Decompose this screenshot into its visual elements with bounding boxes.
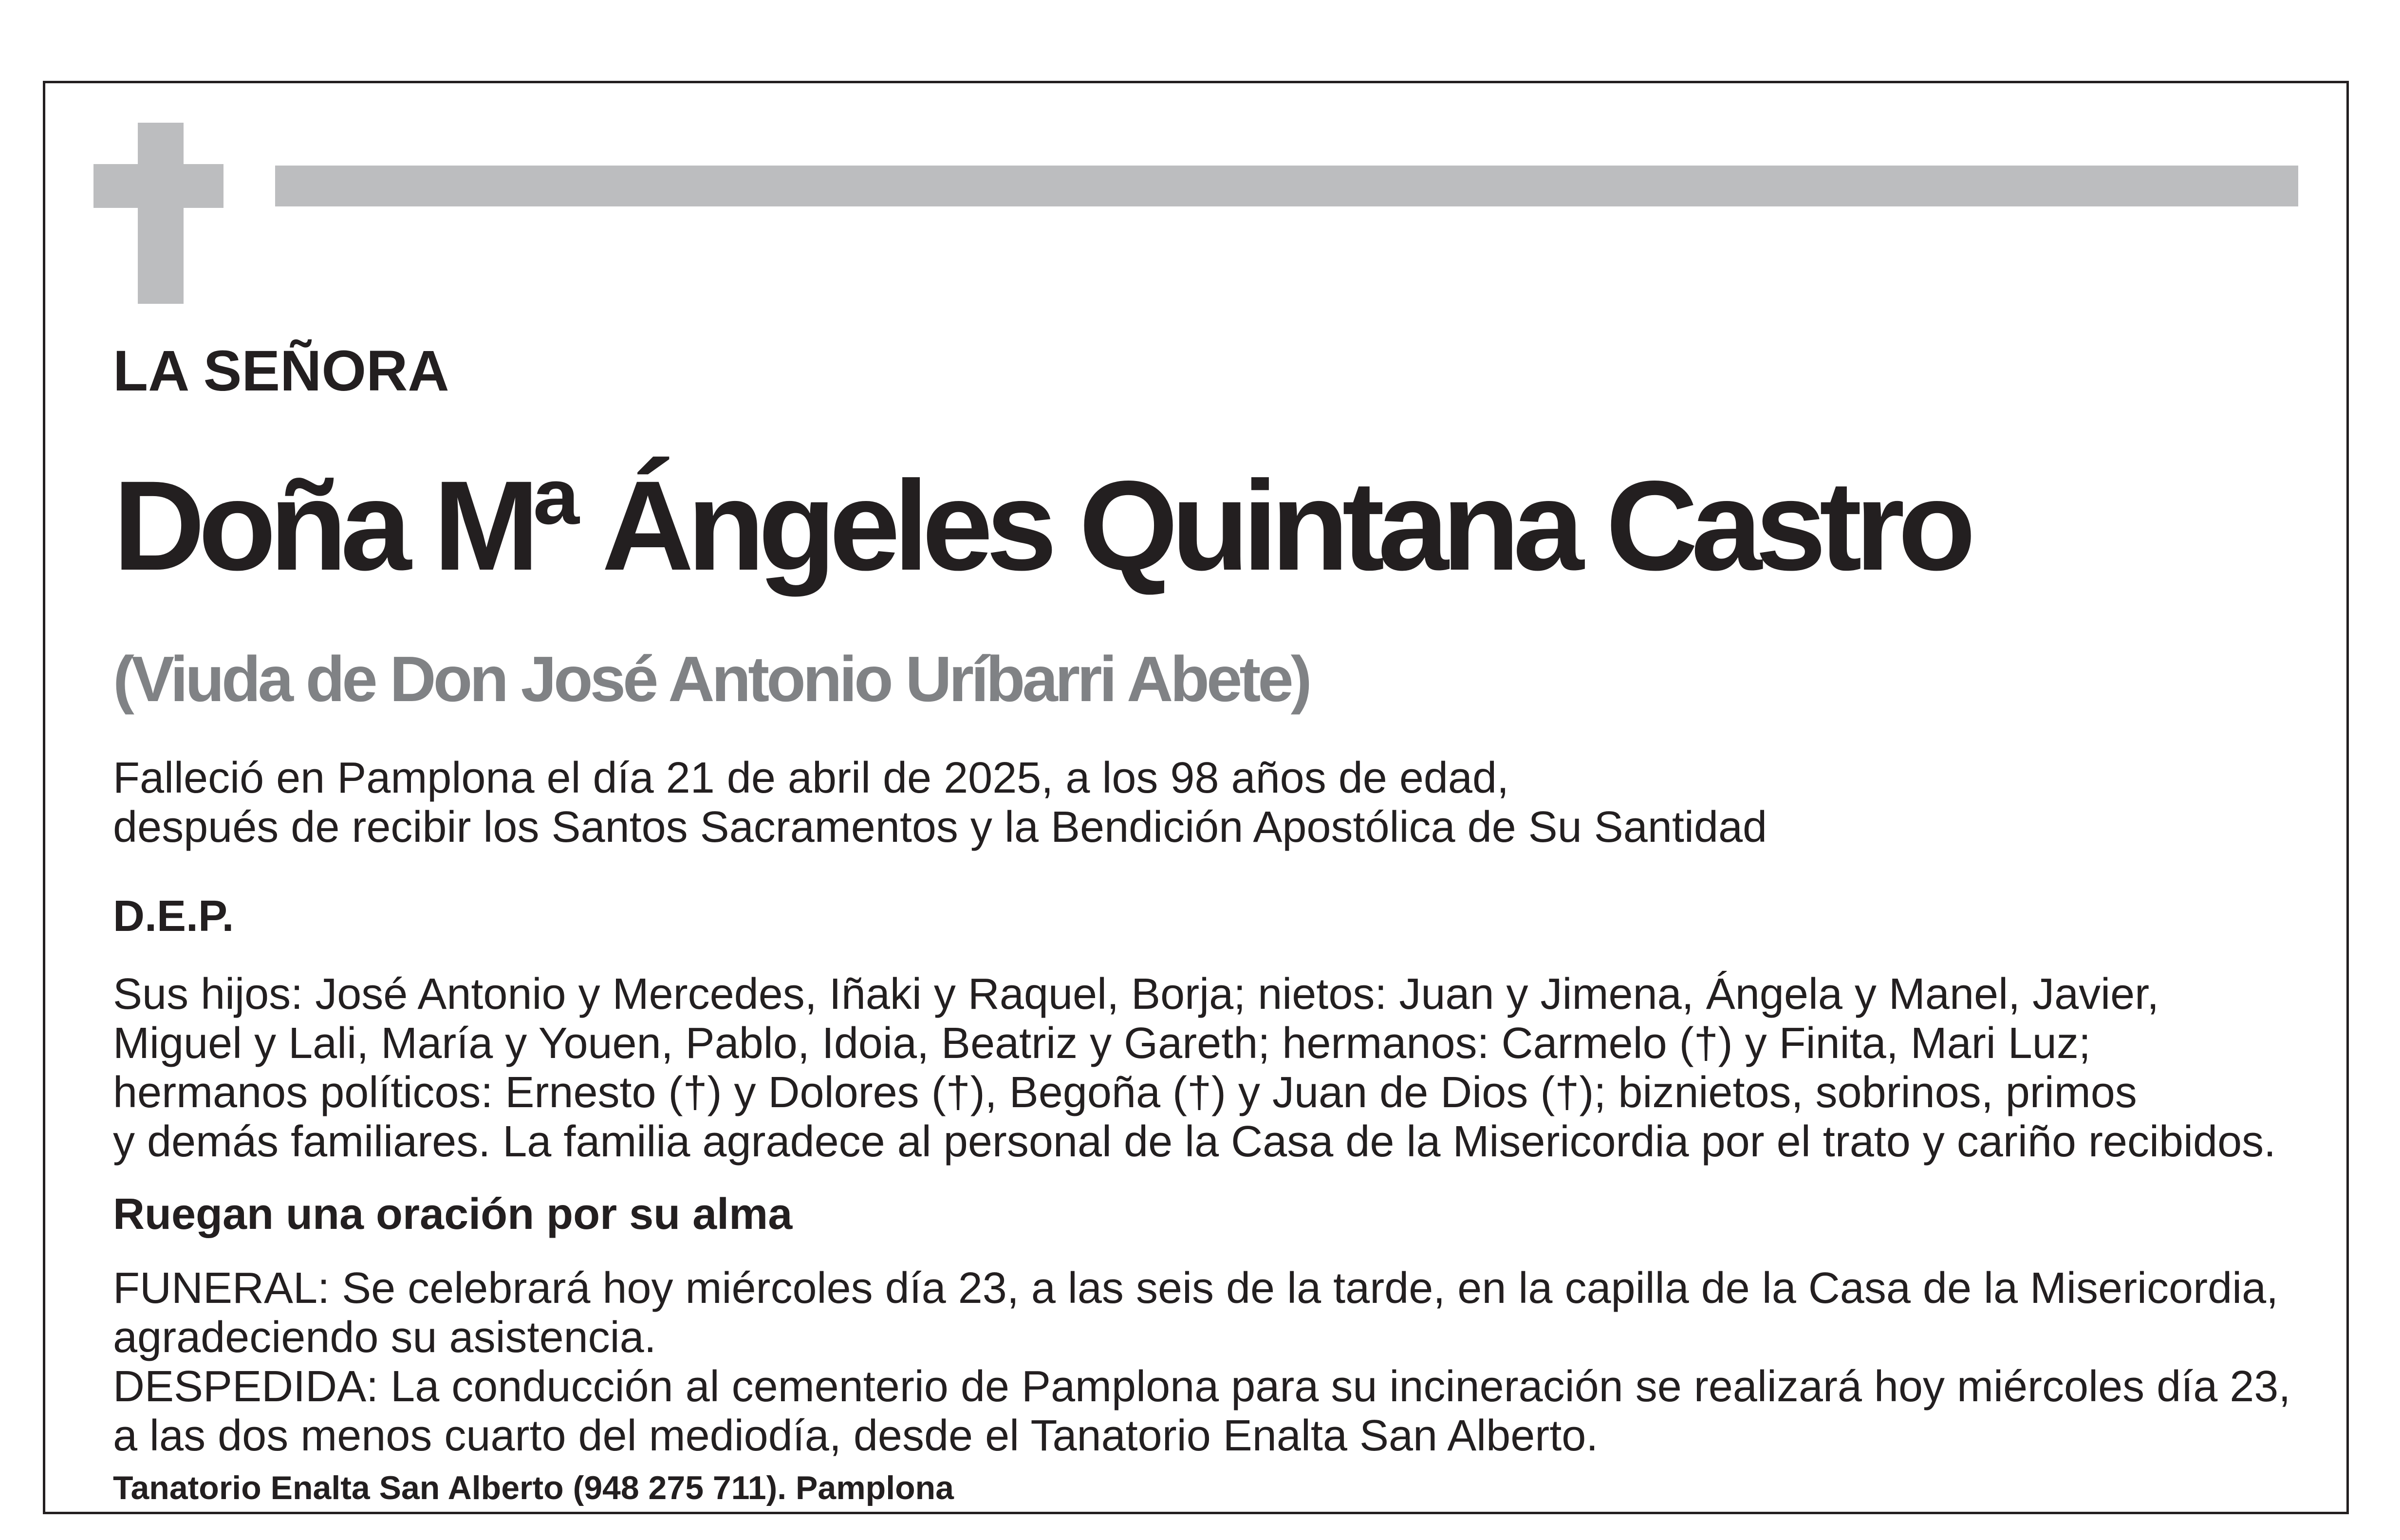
rip-label: D.E.P. [113,892,234,941]
death-notice-line: después de recibir los Santos Sacramentos y la Bendición Apostólica de Su Santidad [113,803,1767,852]
header-rule [275,166,2298,206]
deceased-name: Doña Mª Ángeles Quintana Castro [113,454,1969,597]
funeral-line: FUNERAL: Se celebrará hoy miércoles día 23, a las seis de la tarde, en la capilla de la Casa de la Misericordia, [113,1264,2279,1313]
death-notice-line: Falleció en Pamplona el día 21 de abril de 2025, a los 98 años de edad, [113,754,1509,802]
funeral-home-footer: Tanatorio Enalta San Alberto (948 275 711). Pamplona [113,1469,954,1506]
farewell-line: DESPEDIDA: La conducción al cementerio de Pamplona para su incineración se realizará hoy miércoles día 23, [113,1362,2291,1411]
widow-of-line: (Viuda de Don José Antonio Uríbarri Abete) [113,643,1309,715]
service-details [113,1264,2290,1461]
family-list [113,970,2276,1167]
cross-vertical-bar [138,123,184,304]
family-line: Sus hijos: José Antonio y Mercedes, Iñaki y Raquel, Borja; nietos: Juan y Jimena, Ángela y Manel, Javier, [113,970,2159,1019]
family-line: Miguel y Lali, María y Youen, Pablo, Idoia, Beatriz y Gareth; hermanos: Carmelo (†) y Finita, Mari Luz; [113,1019,2091,1068]
title-prefix: LA SEÑORA [113,339,449,403]
family-line: hermanos políticos: Ernesto (†) y Dolores (†), Begoña (†) y Juan de Dios (†); biznietos, sobrinos, primos [113,1068,2137,1117]
death-notice [113,754,1767,852]
family-line: y demás familiares. La familia agradece al personal de la Casa de la Misericordia por el trato y cariño recibidos. [113,1117,2276,1166]
funeral-line: agradeciendo su asistencia. [113,1313,656,1362]
cross-horizontal-bar [93,164,223,208]
prayer-request: Ruegan una oración por su alma [113,1190,793,1239]
farewell-line: a las dos menos cuarto del mediodía, desde el Tanatorio Enalta San Alberto. [113,1411,1599,1460]
